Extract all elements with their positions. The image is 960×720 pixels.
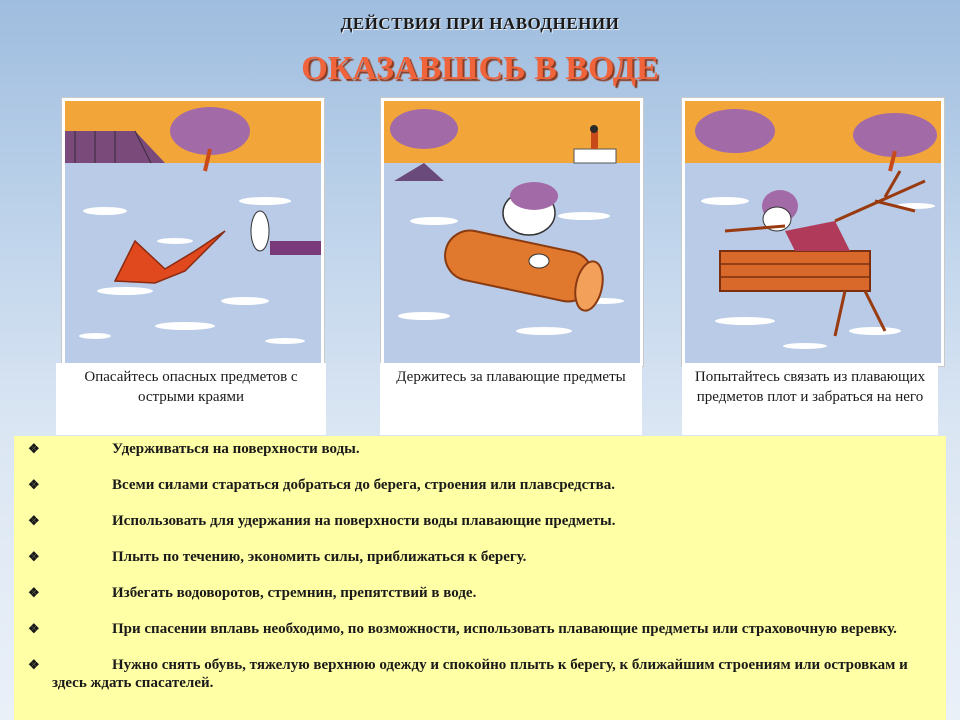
rule-text: Плыть по течению, экономить силы, приближаться к берегу. [112, 549, 527, 565]
rule-text: Всеми силами стараться добраться до берега, строения или плавсредства. [112, 477, 615, 493]
list-item [24, 584, 934, 602]
list-item [24, 512, 934, 530]
illustration-build-raft [682, 98, 944, 366]
diamond-bullet-icon: ❖ [28, 477, 40, 492]
list-item [24, 548, 934, 566]
list-item [24, 440, 934, 458]
rules-list [14, 436, 946, 720]
page-title: ДЕЙСТВИЯ ПРИ НАВОДНЕНИИ [340, 14, 620, 33]
list-item [24, 620, 934, 638]
list-item [24, 656, 934, 692]
rule-text: При спасении вплавь необходимо, по возможности, использовать плавающие предметы или страховочную веревку. [112, 621, 897, 637]
diamond-bullet-icon: ❖ [28, 441, 40, 456]
caption-sharp-objects: Опасайтесь опасных предметов с острыми краями [56, 363, 326, 435]
diamond-bullet-icon: ❖ [28, 549, 40, 564]
rule-text: Использовать для удержания на поверхности воды плавающие предметы. [112, 513, 616, 529]
rule-text: Нужно снять обувь, тяжелую верхнюю одежду и спокойно плыть к берегу, к ближайшим строениям или островкам и здесь ждать спасателей. [52, 657, 908, 691]
diamond-bullet-icon: ❖ [28, 513, 40, 528]
diamond-bullet-icon: ❖ [28, 585, 40, 600]
diamond-bullet-icon: ❖ [28, 621, 40, 636]
illustration-hold-floating-log [381, 98, 643, 366]
rule-text: Удерживаться на поверхности воды. [112, 441, 360, 457]
list-item [24, 476, 934, 494]
illustration-sharp-objects [62, 98, 324, 366]
page-subtitle: ОКАЗАВШСЬ В ВОДЕ [301, 50, 659, 87]
caption-hold-floating-objects: Держитесь за плавающие предметы [380, 363, 642, 435]
caption-build-raft: Попытайтесь связать из плавающих предметов плот и забраться на него [682, 363, 938, 435]
rule-text: Избегать водоворотов, стремнин, препятствий в воде. [112, 585, 477, 601]
diamond-bullet-icon: ❖ [28, 657, 40, 672]
